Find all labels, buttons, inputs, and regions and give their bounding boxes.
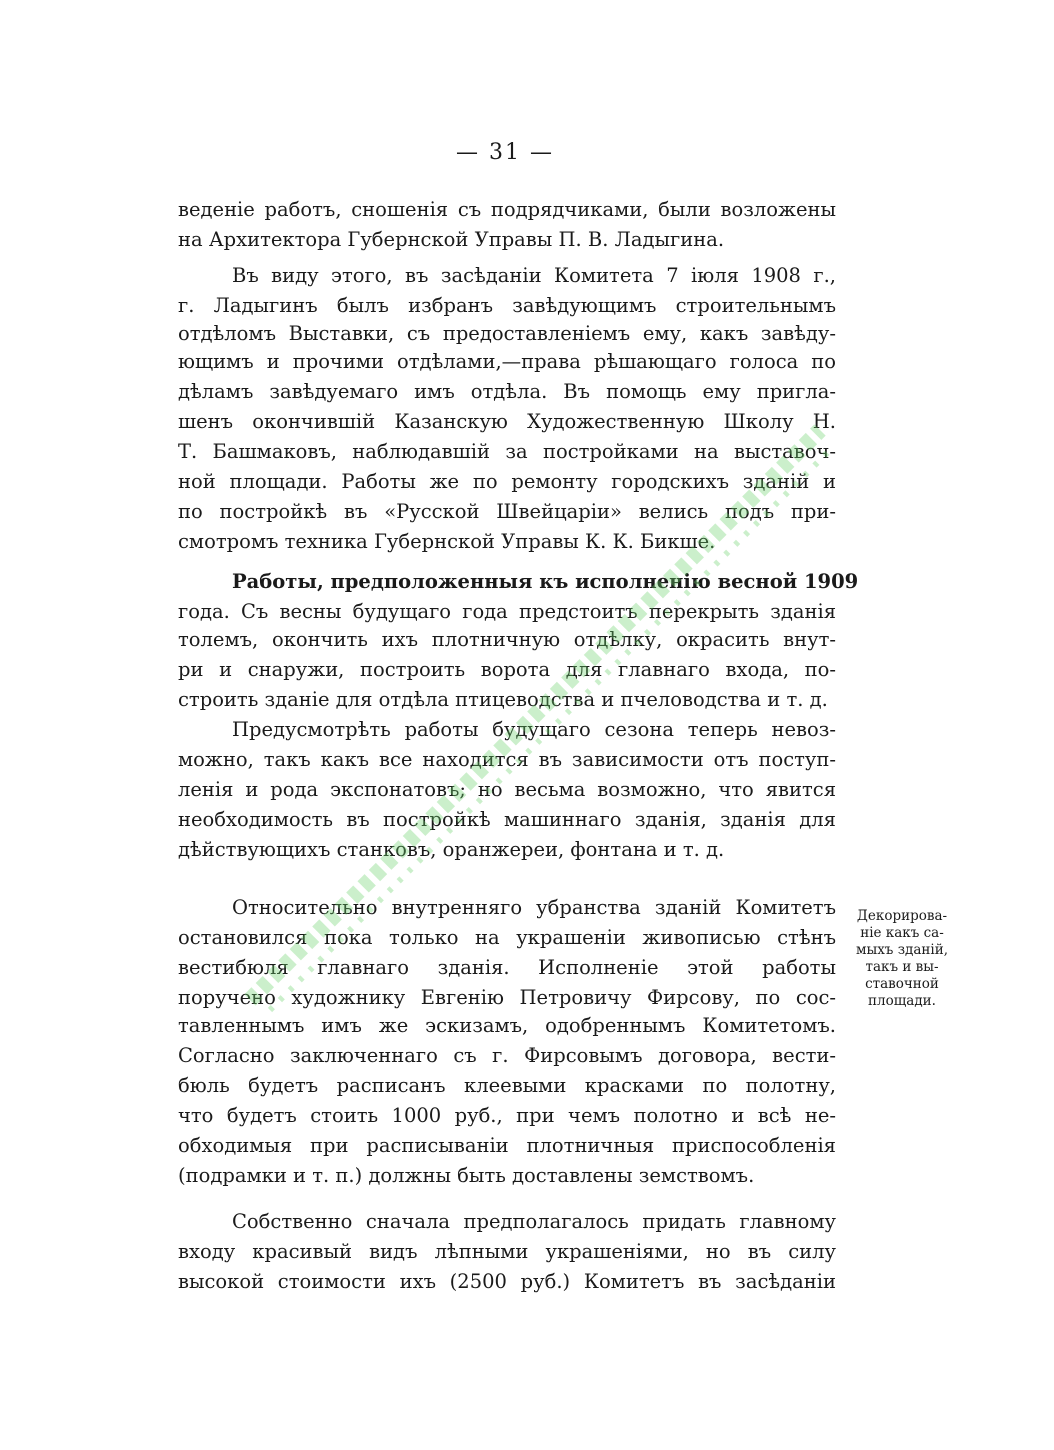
text-line: Въ виду этого, въ засѣданіи Комитета 7 іюля 1908 г., [232, 264, 836, 287]
margin-note-line: ставочной [865, 976, 939, 992]
margin-note-line: мыхъ зданій, [855, 942, 949, 958]
text-line: входу красивый видъ лѣпными украшеніями, но въ силу [178, 1240, 836, 1263]
text-line: дѣйствующихъ станковъ, оранжереи, фонтана и т. д. [178, 838, 725, 861]
text-line: ющимъ и прочими отдѣлами,—права рѣшающаго голоса по [178, 350, 836, 373]
text-line: строить зданіе для отдѣла птицеводства и пчеловодства и т. д. [178, 688, 828, 711]
text-line: Т. Башмаковъ, наблюдавшій за постройками на выставоч- [178, 440, 836, 463]
text-line: на Архитектора Губернской Управы П. В. Ладыгина. [178, 228, 725, 251]
text-line: что будетъ стоить 1000 руб., при чемъ полотно и всѣ не- [178, 1104, 836, 1127]
margin-note-line: такъ и вы- [865, 959, 939, 975]
text-line: по постройкѣ въ «Русской Швейцаріи» велись подъ при- [178, 500, 836, 523]
text-line: вестибюля главнаго зданія. Исполненіе этой работы [178, 956, 836, 979]
text-line: г. Ладыгинъ былъ избранъ завѣдующимъ строительнымъ [178, 294, 836, 317]
text-line: года. Съ весны будущаго года предстоитъ перекрыть зданія [178, 600, 836, 623]
text-line: тавленнымъ имъ же эскизамъ, одобреннымъ Комитетомъ. [178, 1014, 836, 1037]
margin-note-line: Декорирова- [856, 908, 948, 924]
text-line: дѣламъ завѣдуемаго имъ отдѣла. Въ помощь ему пригла- [178, 380, 836, 403]
margin-note [846, 908, 958, 1010]
text-line: веденіе работъ, сношенія съ подрядчиками, были возложены [178, 198, 836, 221]
text-line: можно, такъ какъ все находится въ зависимости отъ поступ- [178, 748, 836, 771]
text-line: (подрамки и т. п.) должны быть доставлены земствомъ. [178, 1164, 755, 1187]
margin-note-line: ніе какъ са- [860, 925, 944, 941]
text-line: ри и снаружи, построить ворота для главнаго входа, по- [178, 658, 836, 681]
page-number: — 31 — [456, 140, 554, 165]
margin-note-line: площади. [868, 993, 936, 1009]
section-heading: Работы, предположенныя къ исполненію весной 1909 [232, 570, 859, 593]
text-line: Собственно сначала предполагалось придать главному [232, 1210, 836, 1233]
text-line: остановился пока только на украшеніи живописью стѣнъ [178, 926, 836, 949]
text-line: Предусмотрѣть работы будущаго сезона теперь невоз- [232, 718, 836, 741]
text-line: толемъ, окончить ихъ плотничную отдѣлку, окрасить внут- [178, 628, 836, 651]
text-line: поручено художнику Евгенію Петровичу Фирсову, по сос- [178, 986, 836, 1009]
text-line: бюль будетъ расписанъ клеевыми красками по полотну, [178, 1074, 836, 1097]
text-line: отдѣломъ Выставки, съ предоставленіемъ ему, какъ завѣду- [178, 322, 836, 345]
text-line: ной площади. Работы же по ремонту городскихъ зданій и [178, 470, 836, 493]
text-line: обходимыя при расписываніи плотничныя приспособленія [178, 1134, 836, 1157]
text-line: Согласно заключеннаго съ г. Фирсовымъ договора, вести- [178, 1044, 836, 1067]
text-line: ленія и рода экспонатовъ; но весьма возможно, что явится [178, 778, 836, 801]
text-line: Относительно внутренняго убранства зданій Комитетъ [232, 896, 836, 919]
text-line: необходимость въ постройкѣ машиннаго зданія, зданія для [178, 808, 836, 831]
text-line: шенъ окончившій Казанскую Художественную Школу Н. [178, 410, 836, 433]
text-line: смотромъ техника Губернской Управы К. К. Бикше. [178, 530, 716, 553]
text-line: высокой стоимости ихъ (2500 руб.) Комитетъ въ засѣданіи [178, 1270, 836, 1293]
